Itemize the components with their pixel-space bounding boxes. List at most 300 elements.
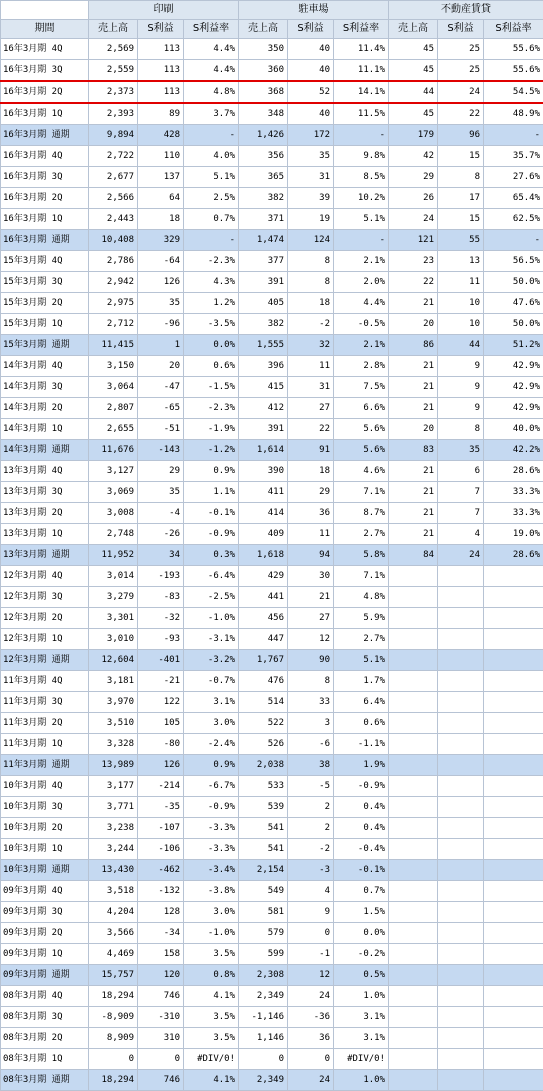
value-cell[interactable]: 4.0% [184, 146, 239, 167]
value-cell[interactable] [438, 944, 484, 965]
value-cell[interactable]: -2 [288, 314, 334, 335]
value-cell[interactable]: 15,757 [89, 965, 138, 986]
value-cell[interactable]: 27 [288, 608, 334, 629]
value-cell[interactable]: 1,555 [239, 335, 288, 356]
value-cell[interactable]: - [484, 230, 543, 251]
value-cell[interactable]: 55 [438, 230, 484, 251]
value-cell[interactable] [484, 839, 543, 860]
value-cell[interactable] [484, 923, 543, 944]
value-cell[interactable]: 4.3% [184, 272, 239, 293]
column-header[interactable]: S利益率 [334, 20, 389, 39]
value-cell[interactable] [389, 650, 438, 671]
period-cell[interactable]: 12年3月期 通期 [1, 650, 89, 671]
value-cell[interactable]: 5.6% [334, 440, 389, 461]
value-cell[interactable]: -107 [138, 818, 184, 839]
value-cell[interactable] [484, 1049, 543, 1070]
value-cell[interactable] [484, 692, 543, 713]
value-cell[interactable]: 86 [389, 335, 438, 356]
value-cell[interactable]: 1.5% [334, 902, 389, 923]
value-cell[interactable]: 3.0% [184, 713, 239, 734]
value-cell[interactable]: 6.6% [334, 398, 389, 419]
value-cell[interactable]: 5.1% [184, 167, 239, 188]
value-cell[interactable]: 31 [288, 377, 334, 398]
value-cell[interactable]: 38 [288, 755, 334, 776]
value-cell[interactable]: -64 [138, 251, 184, 272]
value-cell[interactable]: - [184, 125, 239, 146]
value-cell[interactable]: 3,244 [89, 839, 138, 860]
value-cell[interactable]: 356 [239, 146, 288, 167]
value-cell[interactable]: 113 [138, 81, 184, 103]
value-cell[interactable]: 0 [239, 1049, 288, 1070]
period-cell[interactable]: 16年3月期 通期 [1, 125, 89, 146]
period-cell[interactable]: 15年3月期 3Q [1, 272, 89, 293]
value-cell[interactable]: 2,975 [89, 293, 138, 314]
value-cell[interactable]: 9 [438, 356, 484, 377]
value-cell[interactable]: 1.1% [184, 482, 239, 503]
value-cell[interactable] [484, 608, 543, 629]
value-cell[interactable]: -1.5% [184, 377, 239, 398]
value-cell[interactable] [484, 902, 543, 923]
value-cell[interactable]: 35 [138, 293, 184, 314]
value-cell[interactable]: -0.1% [184, 503, 239, 524]
value-cell[interactable]: 8 [438, 167, 484, 188]
value-cell[interactable]: 8,909 [89, 1028, 138, 1049]
value-cell[interactable]: 84 [389, 545, 438, 566]
value-cell[interactable] [484, 1070, 543, 1091]
value-cell[interactable]: -0.5% [334, 314, 389, 335]
value-cell[interactable]: 3.1% [334, 1007, 389, 1028]
value-cell[interactable]: 89 [138, 103, 184, 125]
period-cell[interactable]: 13年3月期 2Q [1, 503, 89, 524]
value-cell[interactable]: 21 [389, 293, 438, 314]
value-cell[interactable]: 2.8% [334, 356, 389, 377]
value-cell[interactable]: - [334, 125, 389, 146]
period-cell[interactable]: 09年3月期 3Q [1, 902, 89, 923]
value-cell[interactable]: 29 [138, 461, 184, 482]
value-cell[interactable]: 18 [138, 209, 184, 230]
value-cell[interactable]: 4.1% [184, 1070, 239, 1091]
value-cell[interactable]: 0.6% [184, 356, 239, 377]
value-cell[interactable]: -2.5% [184, 587, 239, 608]
value-cell[interactable]: 3.1% [334, 1028, 389, 1049]
value-cell[interactable]: 121 [389, 230, 438, 251]
value-cell[interactable]: 26 [389, 188, 438, 209]
period-cell[interactable]: 14年3月期 2Q [1, 398, 89, 419]
value-cell[interactable]: 113 [138, 39, 184, 60]
value-cell[interactable] [438, 734, 484, 755]
value-cell[interactable]: 3,127 [89, 461, 138, 482]
value-cell[interactable]: 411 [239, 482, 288, 503]
value-cell[interactable]: 414 [239, 503, 288, 524]
value-cell[interactable] [389, 818, 438, 839]
value-cell[interactable] [484, 965, 543, 986]
period-cell[interactable]: 08年3月期 通期 [1, 1070, 89, 1091]
value-cell[interactable]: 172 [288, 125, 334, 146]
value-cell[interactable]: 4.4% [184, 39, 239, 60]
value-cell[interactable]: 24 [288, 1070, 334, 1091]
value-cell[interactable]: 11.5% [334, 103, 389, 125]
value-cell[interactable]: -193 [138, 566, 184, 587]
column-header[interactable]: S利益 [138, 20, 184, 39]
value-cell[interactable]: -2.3% [184, 251, 239, 272]
value-cell[interactable]: 522 [239, 713, 288, 734]
value-cell[interactable]: -1.1% [334, 734, 389, 755]
column-header[interactable]: 売上高 [89, 20, 138, 39]
period-cell[interactable]: 08年3月期 2Q [1, 1028, 89, 1049]
value-cell[interactable]: 25 [438, 60, 484, 82]
value-cell[interactable]: 4.6% [334, 461, 389, 482]
value-cell[interactable] [389, 965, 438, 986]
value-cell[interactable]: 2.1% [334, 335, 389, 356]
value-cell[interactable]: 36 [288, 503, 334, 524]
value-cell[interactable]: 348 [239, 103, 288, 125]
value-cell[interactable]: 39 [288, 188, 334, 209]
value-cell[interactable] [438, 797, 484, 818]
value-cell[interactable]: 371 [239, 209, 288, 230]
value-cell[interactable]: 447 [239, 629, 288, 650]
value-cell[interactable]: 549 [239, 881, 288, 902]
value-cell[interactable]: 33.3% [484, 482, 543, 503]
value-cell[interactable]: 3,238 [89, 818, 138, 839]
value-cell[interactable]: -3.5% [184, 314, 239, 335]
period-cell[interactable]: 09年3月期 1Q [1, 944, 89, 965]
value-cell[interactable]: 0.9% [184, 461, 239, 482]
value-cell[interactable]: 52 [288, 81, 334, 103]
value-cell[interactable] [484, 776, 543, 797]
value-cell[interactable] [438, 965, 484, 986]
value-cell[interactable]: 1.9% [334, 755, 389, 776]
value-cell[interactable]: -0.7% [184, 671, 239, 692]
value-cell[interactable]: 55.6% [484, 60, 543, 82]
value-cell[interactable]: 10 [438, 314, 484, 335]
value-cell[interactable]: 24 [389, 209, 438, 230]
value-cell[interactable]: 3.0% [184, 902, 239, 923]
value-cell[interactable]: 0.8% [184, 965, 239, 986]
value-cell[interactable] [389, 839, 438, 860]
period-cell[interactable]: 13年3月期 3Q [1, 482, 89, 503]
value-cell[interactable]: 2,786 [89, 251, 138, 272]
value-cell[interactable]: 3,069 [89, 482, 138, 503]
value-cell[interactable]: 18,294 [89, 1070, 138, 1091]
value-cell[interactable]: -32 [138, 608, 184, 629]
value-cell[interactable]: 3,328 [89, 734, 138, 755]
value-cell[interactable] [389, 881, 438, 902]
value-cell[interactable]: 2,559 [89, 60, 138, 82]
value-cell[interactable]: 20 [389, 314, 438, 335]
value-cell[interactable]: 11 [438, 272, 484, 293]
value-cell[interactable]: -96 [138, 314, 184, 335]
value-cell[interactable]: 391 [239, 419, 288, 440]
value-cell[interactable]: 365 [239, 167, 288, 188]
value-cell[interactable]: 9 [438, 398, 484, 419]
value-cell[interactable]: 4.8% [184, 81, 239, 103]
value-cell[interactable] [389, 860, 438, 881]
value-cell[interactable]: 0.4% [334, 818, 389, 839]
value-cell[interactable]: 456 [239, 608, 288, 629]
value-cell[interactable] [389, 692, 438, 713]
period-cell[interactable]: 16年3月期 3Q [1, 167, 89, 188]
value-cell[interactable] [438, 923, 484, 944]
value-cell[interactable]: 2,748 [89, 524, 138, 545]
value-cell[interactable]: 51.2% [484, 335, 543, 356]
value-cell[interactable] [389, 1007, 438, 1028]
value-cell[interactable]: 48.9% [484, 103, 543, 125]
value-cell[interactable]: 22 [288, 419, 334, 440]
value-cell[interactable]: -310 [138, 1007, 184, 1028]
period-cell[interactable]: 13年3月期 1Q [1, 524, 89, 545]
column-header[interactable]: S利益 [288, 20, 334, 39]
value-cell[interactable]: 360 [239, 60, 288, 82]
value-cell[interactable]: 368 [239, 81, 288, 103]
value-cell[interactable]: 35 [288, 146, 334, 167]
value-cell[interactable]: -0.1% [334, 860, 389, 881]
value-cell[interactable] [389, 755, 438, 776]
value-cell[interactable]: 0 [288, 923, 334, 944]
period-cell[interactable]: 13年3月期 通期 [1, 545, 89, 566]
value-cell[interactable]: -51 [138, 419, 184, 440]
value-cell[interactable]: 19 [288, 209, 334, 230]
value-cell[interactable]: 0.4% [334, 797, 389, 818]
value-cell[interactable]: 3,010 [89, 629, 138, 650]
value-cell[interactable]: 2.5% [184, 188, 239, 209]
period-cell[interactable]: 10年3月期 2Q [1, 818, 89, 839]
value-cell[interactable]: 8.5% [334, 167, 389, 188]
value-cell[interactable]: 441 [239, 587, 288, 608]
value-cell[interactable]: 32 [288, 335, 334, 356]
value-cell[interactable]: 4.8% [334, 587, 389, 608]
value-cell[interactable]: 746 [138, 986, 184, 1007]
value-cell[interactable]: 2.7% [334, 524, 389, 545]
value-cell[interactable]: -80 [138, 734, 184, 755]
value-cell[interactable]: 2,807 [89, 398, 138, 419]
period-cell[interactable]: 10年3月期 1Q [1, 839, 89, 860]
value-cell[interactable]: 0.0% [334, 923, 389, 944]
value-cell[interactable]: 11.4% [334, 39, 389, 60]
period-cell[interactable]: 09年3月期 4Q [1, 881, 89, 902]
value-cell[interactable] [389, 671, 438, 692]
period-cell[interactable]: 14年3月期 4Q [1, 356, 89, 377]
value-cell[interactable]: #DIV/0! [334, 1049, 389, 1070]
value-cell[interactable]: -36 [288, 1007, 334, 1028]
value-cell[interactable] [484, 1007, 543, 1028]
value-cell[interactable]: 3,510 [89, 713, 138, 734]
value-cell[interactable] [438, 671, 484, 692]
value-cell[interactable]: 11 [288, 524, 334, 545]
value-cell[interactable]: 1 [138, 335, 184, 356]
value-cell[interactable]: -65 [138, 398, 184, 419]
value-cell[interactable]: -8,909 [89, 1007, 138, 1028]
value-cell[interactable]: 8.7% [334, 503, 389, 524]
value-cell[interactable]: 1.0% [334, 986, 389, 1007]
value-cell[interactable]: -5 [288, 776, 334, 797]
value-cell[interactable]: 2,722 [89, 146, 138, 167]
value-cell[interactable]: 21 [389, 356, 438, 377]
value-cell[interactable]: 2.1% [334, 251, 389, 272]
value-cell[interactable]: 14.1% [334, 81, 389, 103]
value-cell[interactable]: 28.6% [484, 461, 543, 482]
value-cell[interactable]: -34 [138, 923, 184, 944]
value-cell[interactable]: 128 [138, 902, 184, 923]
column-header-period[interactable]: 期間 [1, 20, 89, 39]
value-cell[interactable]: 405 [239, 293, 288, 314]
period-cell[interactable]: 16年3月期 2Q [1, 188, 89, 209]
value-cell[interactable]: 1.7% [334, 671, 389, 692]
value-cell[interactable]: 1.0% [334, 1070, 389, 1091]
group-header-parking[interactable]: 駐車場 [239, 1, 389, 20]
value-cell[interactable]: 21 [288, 587, 334, 608]
value-cell[interactable]: 20 [138, 356, 184, 377]
value-cell[interactable]: 2,443 [89, 209, 138, 230]
value-cell[interactable] [438, 755, 484, 776]
value-cell[interactable]: 65.4% [484, 188, 543, 209]
value-cell[interactable]: 18 [288, 293, 334, 314]
value-cell[interactable]: 62.5% [484, 209, 543, 230]
value-cell[interactable]: 3 [288, 713, 334, 734]
value-cell[interactable]: 24 [288, 986, 334, 1007]
value-cell[interactable]: 9.8% [334, 146, 389, 167]
value-cell[interactable]: 5.1% [334, 650, 389, 671]
value-cell[interactable]: 45 [389, 103, 438, 125]
value-cell[interactable]: 113 [138, 60, 184, 82]
value-cell[interactable]: 1,767 [239, 650, 288, 671]
value-cell[interactable]: 35.7% [484, 146, 543, 167]
value-cell[interactable]: 3.5% [184, 1007, 239, 1028]
value-cell[interactable]: 91 [288, 440, 334, 461]
value-cell[interactable]: -2.3% [184, 398, 239, 419]
value-cell[interactable] [389, 923, 438, 944]
value-cell[interactable]: 110 [138, 146, 184, 167]
value-cell[interactable]: 2 [288, 797, 334, 818]
value-cell[interactable] [438, 566, 484, 587]
value-cell[interactable]: 0.3% [184, 545, 239, 566]
value-cell[interactable]: 4.4% [184, 60, 239, 82]
value-cell[interactable]: 120 [138, 965, 184, 986]
value-cell[interactable] [484, 986, 543, 1007]
value-cell[interactable]: 2,655 [89, 419, 138, 440]
value-cell[interactable]: 17 [438, 188, 484, 209]
value-cell[interactable]: 55.6% [484, 39, 543, 60]
value-cell[interactable]: 3,970 [89, 692, 138, 713]
period-cell[interactable]: 12年3月期 2Q [1, 608, 89, 629]
value-cell[interactable]: #DIV/0! [184, 1049, 239, 1070]
value-cell[interactable] [438, 818, 484, 839]
value-cell[interactable] [484, 881, 543, 902]
value-cell[interactable] [484, 566, 543, 587]
value-cell[interactable]: 124 [288, 230, 334, 251]
value-cell[interactable] [484, 1028, 543, 1049]
value-cell[interactable]: 391 [239, 272, 288, 293]
value-cell[interactable]: 13 [438, 251, 484, 272]
value-cell[interactable]: -1.0% [184, 608, 239, 629]
value-cell[interactable]: 2,154 [239, 860, 288, 881]
value-cell[interactable]: 0.9% [184, 755, 239, 776]
value-cell[interactable]: 3,177 [89, 776, 138, 797]
value-cell[interactable]: 22 [389, 272, 438, 293]
value-cell[interactable]: 50.0% [484, 272, 543, 293]
value-cell[interactable]: -0.9% [184, 797, 239, 818]
period-cell[interactable]: 12年3月期 3Q [1, 587, 89, 608]
period-cell[interactable]: 15年3月期 2Q [1, 293, 89, 314]
value-cell[interactable]: 3,064 [89, 377, 138, 398]
value-cell[interactable] [438, 692, 484, 713]
value-cell[interactable]: 476 [239, 671, 288, 692]
value-cell[interactable]: 13,989 [89, 755, 138, 776]
value-cell[interactable]: 396 [239, 356, 288, 377]
value-cell[interactable]: 11.1% [334, 60, 389, 82]
value-cell[interactable]: -1 [288, 944, 334, 965]
column-header[interactable]: S利益率 [184, 20, 239, 39]
value-cell[interactable]: - [334, 230, 389, 251]
value-cell[interactable]: 0.0% [184, 335, 239, 356]
value-cell[interactable]: 21 [389, 398, 438, 419]
period-cell[interactable]: 16年3月期 1Q [1, 103, 89, 125]
value-cell[interactable]: 90 [288, 650, 334, 671]
value-cell[interactable]: 47.6% [484, 293, 543, 314]
value-cell[interactable]: 64 [138, 188, 184, 209]
value-cell[interactable]: 40 [288, 60, 334, 82]
column-header[interactable]: S利益 [438, 20, 484, 39]
value-cell[interactable]: 42.9% [484, 356, 543, 377]
value-cell[interactable]: 21 [389, 503, 438, 524]
value-cell[interactable] [438, 839, 484, 860]
period-cell[interactable]: 16年3月期 4Q [1, 39, 89, 60]
value-cell[interactable]: 3.1% [184, 692, 239, 713]
value-cell[interactable]: -0.9% [184, 524, 239, 545]
value-cell[interactable]: 2,566 [89, 188, 138, 209]
value-cell[interactable]: 179 [389, 125, 438, 146]
value-cell[interactable] [484, 860, 543, 881]
value-cell[interactable]: 15 [438, 209, 484, 230]
value-cell[interactable]: 2,677 [89, 167, 138, 188]
value-cell[interactable]: 29 [389, 167, 438, 188]
value-cell[interactable]: 44 [389, 81, 438, 103]
value-cell[interactable]: 40.0% [484, 419, 543, 440]
value-cell[interactable]: -3 [288, 860, 334, 881]
value-cell[interactable]: 8 [288, 251, 334, 272]
period-cell[interactable]: 15年3月期 4Q [1, 251, 89, 272]
period-cell[interactable]: 10年3月期 3Q [1, 797, 89, 818]
period-cell[interactable]: 08年3月期 3Q [1, 1007, 89, 1028]
value-cell[interactable]: 54.5% [484, 81, 543, 103]
value-cell[interactable]: 23 [389, 251, 438, 272]
value-cell[interactable]: 2,349 [239, 986, 288, 1007]
period-cell[interactable]: 15年3月期 1Q [1, 314, 89, 335]
value-cell[interactable]: 2,373 [89, 81, 138, 103]
value-cell[interactable]: 42.9% [484, 398, 543, 419]
value-cell[interactable] [484, 629, 543, 650]
value-cell[interactable]: 18,294 [89, 986, 138, 1007]
value-cell[interactable]: 5.1% [334, 209, 389, 230]
group-header-realestate[interactable]: 不動産賃貸 [389, 1, 543, 20]
value-cell[interactable]: 350 [239, 39, 288, 60]
value-cell[interactable]: 3,150 [89, 356, 138, 377]
value-cell[interactable]: 35 [438, 440, 484, 461]
column-header[interactable]: 売上高 [239, 20, 288, 39]
value-cell[interactable]: 0 [89, 1049, 138, 1070]
value-cell[interactable] [438, 881, 484, 902]
value-cell[interactable] [389, 1049, 438, 1070]
value-cell[interactable]: 10,408 [89, 230, 138, 251]
value-cell[interactable]: 579 [239, 923, 288, 944]
value-cell[interactable] [484, 587, 543, 608]
value-cell[interactable]: 541 [239, 818, 288, 839]
value-cell[interactable] [438, 902, 484, 923]
period-cell[interactable]: 14年3月期 3Q [1, 377, 89, 398]
value-cell[interactable]: 0 [288, 1049, 334, 1070]
value-cell[interactable]: 7.1% [334, 482, 389, 503]
value-cell[interactable] [438, 608, 484, 629]
value-cell[interactable]: 42.9% [484, 377, 543, 398]
